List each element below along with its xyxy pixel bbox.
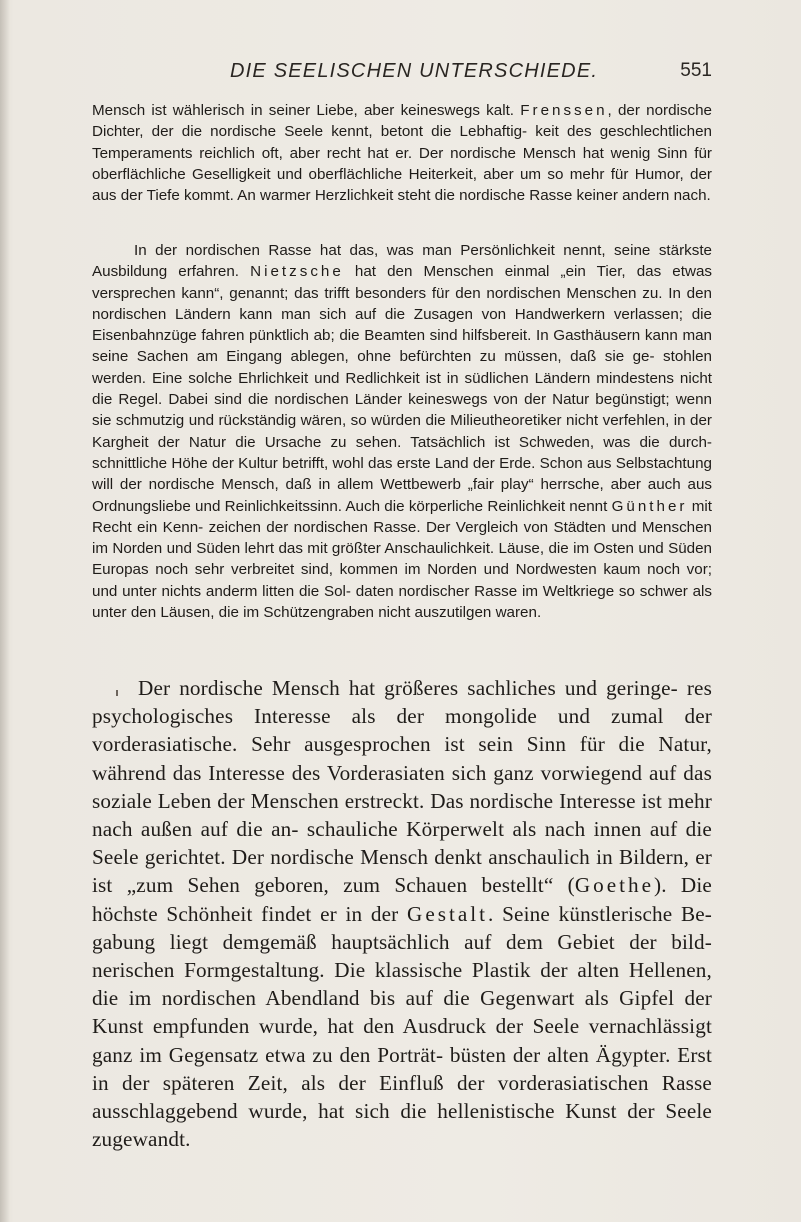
- author-name-nietzsche: Nietzsche: [250, 263, 344, 281]
- paragraph-2-text-c: mit Recht ein Kenn- zeichen der nordischen Rasse. Der Vergleich von Städten und Menschen im Norden und Süden lehrt das mit größter Anschaulichkeit. Läuse, die im Osten und Süden Europas noch sehr verbreitet sind, kommen im Norden und Nordwesten kaum noch vor; und unter nichts anderm litten die Sol- daten nordischer Rasse im Weltkriege so schwer als unter den Läusen, die im Schützengraben nicht auszutilgen waren.: [92, 497, 712, 622]
- paragraph-2-text-a: In der nordischen Rasse hat das, was man Persönlichkeit nennt, seine stärkste Ausbildung erfahren.: [92, 242, 712, 281]
- paragraph-3: [92, 674, 712, 1153]
- emphasis-gestalt: Gestalt: [407, 901, 489, 926]
- author-name-frenssen: Frenssen: [520, 102, 608, 119]
- paragraph-2: [92, 240, 712, 623]
- running-title: DIE SEELISCHEN UNTERSCHIEDE.: [230, 60, 599, 82]
- binding-shadow: [0, 0, 10, 1222]
- paragraph-3-text-b: ). Die höchste Schönheit findet er in der: [92, 873, 712, 926]
- paragraph-1-text-a: Mensch ist wählerisch in seiner Liebe, aber keineswegs kalt.: [92, 102, 521, 119]
- paragraph-3-text-c: . Seine künstlerische Be- gabung liegt demgemäß hauptsächlich auf dem Gebiet der bild- nerischen Formgestaltung. Die klassische Plastik der alten Hellenen, die im nordischen Abendland bis auf die Gegenwart als Gipfel der Kunst empfunden wurde, hat den Ausdruck der Seele vernachlässigt ganz im Gegensatz etwa zu den Porträt- büsten der alten Ägypter. Erst in der späteren Zeit, als der Einfluß der vorderasiatischen Rasse ausschlaggebend wurde, hat sich die hellenistische Kunst der Seele zugewandt.: [92, 901, 712, 1152]
- paragraph-1: [92, 100, 712, 206]
- author-name-goethe: Goethe: [574, 873, 655, 898]
- page-header: [92, 60, 712, 90]
- paragraph-2-text-b: hat den Menschen einmal „ein Tier, das etwas versprechen kann“, genannt; das trifft besonders für den nordischen Menschen zu. In den nordischen Ländern kann man sich auf die Zusagen von Handwerkern verlassen; die Eisenbahnzüge fahren pünktlich ab; die Beamten sind hilfsbereit. In Gasthäusern kann man seine Sachen am Eingang ablegen, ohne befürchten zu müssen, daß sie ge- stohlen werden. Eine solche Ehrlichkeit und Redlichkeit ist in südlichen Ländern mindestens nicht die Regel. Dabei sind die nordischen Länder keineswegs von der Natur begünstigt; wenn sie schmutzig und rückständig wären, so würden die Milieutheoretiker nicht verfehlen, in der Kargheit der Natur die Ursache zu sehen. Tatsächlich ist Schweden, was die durch- schnittliche Höhe der Kultur betrifft, wohl das erste Land der Erde. Schon aus Selbstachtung will der nordische Mensch, daß in allem Wettbewerb „fair play“ herrsche, aber auch aus Ordnungsliebe und Reinlichkeitssinn. Auch die körperliche Reinlichkeit nennt: [92, 263, 712, 515]
- paragraph-3-text-a: Der nordische Mensch hat größeres sachliches und geringe- res psychologisches Interesse als der mongolide und zumal der vorderasiatische. Sehr ausgesprochen ist sein Sinn für die Natur, während das Interesse des Vorderasiaten sich ganz vorwiegend auf das soziale Leben der Menschen erstreckt. Das nordische Interesse ist mehr nach außen auf die an- schauliche Körperwelt als nach innen auf die Seele gerichtet. Der nordische Mensch denkt anschaulich in Bildern, er ist „zum Sehen geboren, zum Schauen bestellt“ (: [92, 676, 712, 898]
- paragraph-1-text-b: , der nordische Dichter, der die nordische Seele kennt, betont die Lebhaftig- keit des geschlechtlichen Temperaments reichlich oft, aber recht hat er. Der nordische Mensch hat wenig Sinn für oberflächliche Geselligkeit und oberflächliche Heiterkeit, aber um so mehr für Humor, der aus der Tiefe kommt. An warmer Herzlichkeit steht die nordische Rasse keiner andern nach.: [92, 102, 712, 205]
- author-name-guenther: Günther: [611, 497, 688, 515]
- page-number: 551: [680, 60, 712, 81]
